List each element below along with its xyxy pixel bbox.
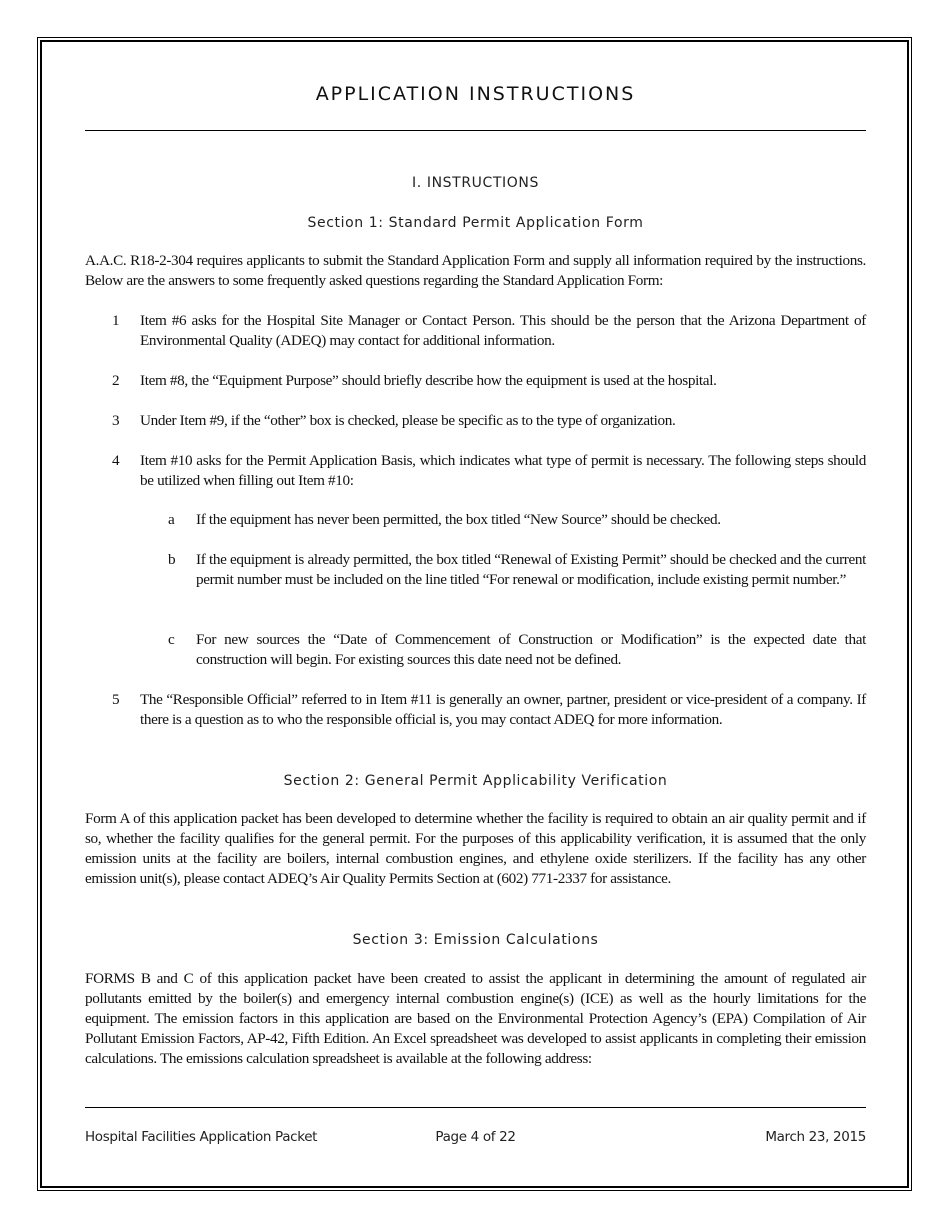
title-divider [85,130,866,131]
list-item-text: The “Responsible Official” referred to in Item #11 is generally an owner, partner, president or vice-president of a company. If there is a question as to who the responsible official is, you may contact ADEQ for more information. [140,691,866,728]
list-item-text: Item #8, the “Equipment Purpose” should briefly describe how the equipment is used at the hospital. [140,372,717,389]
list-item-number: 4 [112,452,120,469]
sub-list-item-text: For new sources the “Date of Commencement of Construction or Modification” is the expected date that construction will begin. For existing sources this date need not be defined. [196,631,866,668]
section3-text: FORMS B and C of this application packet have been created to assist the applicant in determining the amount of regulated air pollutants emitted by the boiler(s) and emergency internal combustion engine(s) (ICE) as well as the hourly limitations for the equipment. The emission factors in this application are based on the Environmental Protection Agency’s (EPA) Compilation of Air Pollutant Emission Factors, AP-42, Fifth Edition. An Excel spreadsheet was developed to assist applicants in completing their emission calculations. The emissions calculation spreadsheet is available at the following address: [85,970,866,1067]
section1-heading: Section 1: Standard Permit Application Form [307,215,644,231]
list-item-number: 2 [112,372,120,389]
sub-list-item-text: If the equipment has never been permitted, the box titled “New Source” should be checked. [196,511,721,528]
footer-date: March 23, 2015 [765,1129,866,1145]
sub-list-item-letter: c [168,631,175,648]
list-item-number: 5 [112,691,120,708]
section2-heading: Section 2: General Permit Applicability Verification [283,773,668,789]
page-title: APPLICATION INSTRUCTIONS [315,83,636,105]
list-item-text: Item #6 asks for the Hospital Site Manager or Contact Person. This should be the person that the Arizona Department of Environmental Quality (ADEQ) may contact for additional information. [140,312,866,349]
list-item-text: Under Item #9, if the “other” box is checked, please be specific as to the type of organization. [140,412,676,429]
list-item-number: 3 [112,412,120,429]
sub-list-item-letter: a [168,511,175,528]
footer-page-number: Page 4 of 22 [435,1129,516,1145]
section1-intro: A.A.C. R18-2-304 requires applicants to submit the Standard Application Form and supply all information required by the instructions. Below are the answers to some frequently asked questions regarding the Standard Application Form: [85,252,866,289]
sub-list-item-letter: b [168,551,176,568]
sub-list-item-text: If the equipment is already permitted, the box titled “Renewal of Existing Permit” should be checked and the current permit number must be included on the line titled “For renewal or modification, include existing permit number.” [196,551,866,588]
section-heading: I. INSTRUCTIONS [412,175,539,191]
section3-heading: Section 3: Emission Calculations [352,932,599,948]
list-item-text: Item #10 asks for the Permit Application Basis, which indicates what type of permit is necessary. The following steps should be utilized when filling out Item #10: [140,452,866,489]
list-item-number: 1 [112,312,120,329]
footer-packet-name: Hospital Facilities Application Packet [85,1129,318,1145]
footer-divider [85,1107,866,1108]
section2-text: Form A of this application packet has been developed to determine whether the facility is required to obtain an air quality permit and if so, whether the facility qualifies for the general permit. For the purposes of this applicability verification, it is assumed that the only emission units at the facility are boilers, internal combustion engines, and ethylene oxide sterilizers. If the facility has any other emission unit(s), please contact ADEQ’s Air Quality Permits Section at (602) 771-2337 for assistance. [85,810,866,887]
